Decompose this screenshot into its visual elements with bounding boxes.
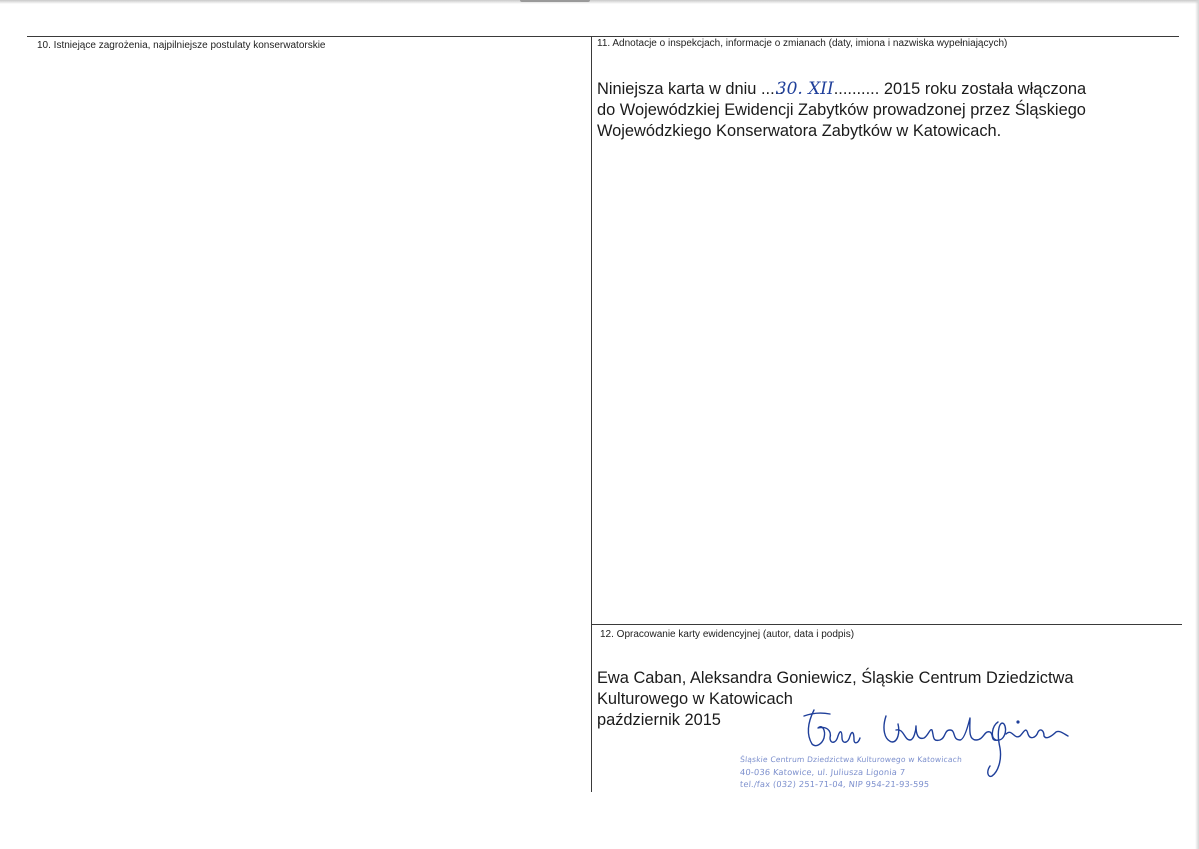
- section-12-heading: 12. Opracowanie karty ewidencyjnej (autor, data i podpis): [600, 629, 855, 640]
- inclusion-date-prefix: Niniejsza karta w dniu .....: [597, 80, 784, 98]
- handwritten-date: 30. XII: [775, 79, 834, 99]
- section-11-line-3: Wojewódzkiego Konserwatora Zabytków w Katowicach.: [597, 122, 1002, 140]
- inclusion-date-suffix: .......... 2015 roku została włączona: [833, 80, 1087, 98]
- section-12-line-3: październik 2015: [597, 711, 721, 729]
- section-10-heading: 10. Istniejące zagrożenia, najpilniejsze postulaty konserwatorskie: [37, 40, 326, 51]
- stamp-line-3: tel./fax (032) 251-71-04, NIP 954-21-93-595: [739, 779, 930, 789]
- section-12-rule: [591, 624, 1182, 625]
- stamp-line-2: 40-036 Katowice, ul. Juliusza Ligonia 7: [739, 767, 906, 777]
- section-11-heading: 11. Adnotacje o inspekcjach, informacje o zmianach (daty, imiona i nazwiska wypełniających): [597, 38, 1008, 49]
- column-divider: [591, 36, 592, 792]
- scan-edge-top: [0, 0, 1199, 4]
- scan-notch: [520, 0, 590, 2]
- scan-edge-right: [1195, 0, 1199, 849]
- institution-stamp: [740, 754, 962, 790]
- top-rule: [27, 36, 1179, 37]
- section-11-line-2: do Wojewódzkiej Ewidencji Zabytków prowadzonej przez Śląskiego: [597, 101, 1086, 119]
- section-12-line-1: Ewa Caban, Aleksandra Goniewicz, Śląskie Centrum Dziedzictwa: [597, 669, 1074, 687]
- section-11-line-1: [597, 79, 1086, 100]
- section-12-line-2: Kulturowego w Katowicach: [597, 690, 793, 708]
- stamp-line-1: Śląskie Centrum Dziedzictwa Kulturowego w Katowicach: [739, 755, 963, 764]
